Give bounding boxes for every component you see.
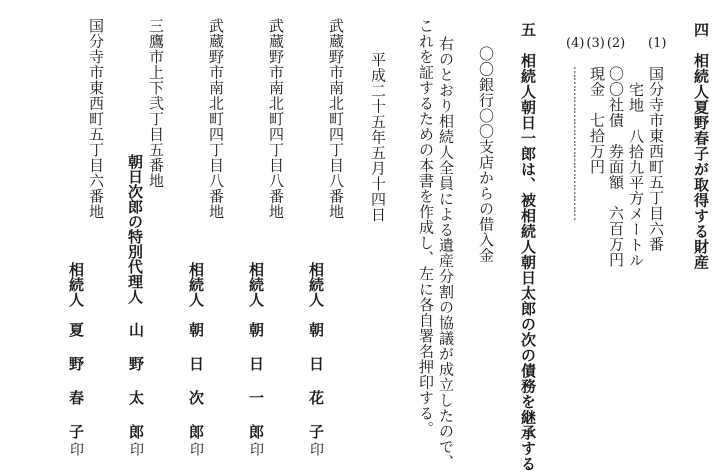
body-line1: 右のとおり相続人全員による遺産分割の協議が成立したので、 (437, 36, 455, 470)
signatory-5-seal: 印 (68, 442, 84, 456)
signatory-4-address: 三鷹市上下弐丁目五番地 (147, 18, 165, 189)
section4-heading: 四 相続人夏野春子が取得する財産 (692, 22, 710, 270)
signatory-2-seal: 印 (248, 442, 264, 456)
item-numbers (566, 36, 627, 51)
debt-item: 〇〇銀行〇〇支店からの借入金 (477, 46, 495, 263)
signatory-4-role: 朝日次郎の特別代理人 (126, 154, 144, 304)
item1-line1: 国分寺市東西町五丁目六番 (647, 66, 665, 252)
item3-text: 現金 七拾万円 (588, 66, 606, 175)
item2-label: (2) (606, 36, 626, 51)
item4-label: (4) (566, 36, 585, 51)
signatory-5-address: 国分寺市東西町五丁目六番地 (87, 18, 105, 220)
signatory-1-role: 相続人 (307, 262, 325, 307)
signatory-2-name: 朝 日 一 郎 (247, 322, 265, 441)
signatory-2-role: 相続人 (247, 262, 265, 307)
item3-label: (3) (586, 36, 605, 51)
section5-heading: 五 相続人朝日一郎は、被相続人朝日太郎の次の債務を継承する (519, 22, 537, 472)
signatory-1-name: 朝 日 花 子 (307, 322, 325, 441)
item1-line2: 宅地 八拾九平方メートル (627, 82, 645, 268)
signatory-3-seal: 印 (188, 442, 204, 456)
body-line2: これを証するための本書を作成し、左に各自署名押印する。 (417, 18, 435, 437)
signatory-3-name: 朝 日 次 郎 (187, 322, 205, 441)
item1-label: (1) (648, 36, 667, 51)
signatory-4-name: 山 野 太 郎 (127, 322, 145, 441)
signatory-3-role: 相続人 (187, 262, 205, 307)
signatory-4-seal: 印 (128, 442, 144, 456)
signatory-5-name: 夏 野 春 子 (67, 322, 85, 441)
signatory-2-address: 武蔵野市南北町四丁目八番地 (267, 18, 285, 220)
signatory-5-role: 相続人 (67, 262, 85, 307)
item2-text: 〇〇社債 券面額 六百万円 (607, 66, 625, 268)
signatory-3-address: 武蔵野市南北町四丁目八番地 (207, 18, 225, 220)
document-date: 平成二十五年五月十四日 (369, 52, 387, 223)
signatory-1-seal: 印 (308, 442, 324, 456)
item4-text: …………………………………… (571, 66, 585, 220)
signatory-1-address: 武蔵野市南北町四丁目八番地 (327, 18, 345, 220)
